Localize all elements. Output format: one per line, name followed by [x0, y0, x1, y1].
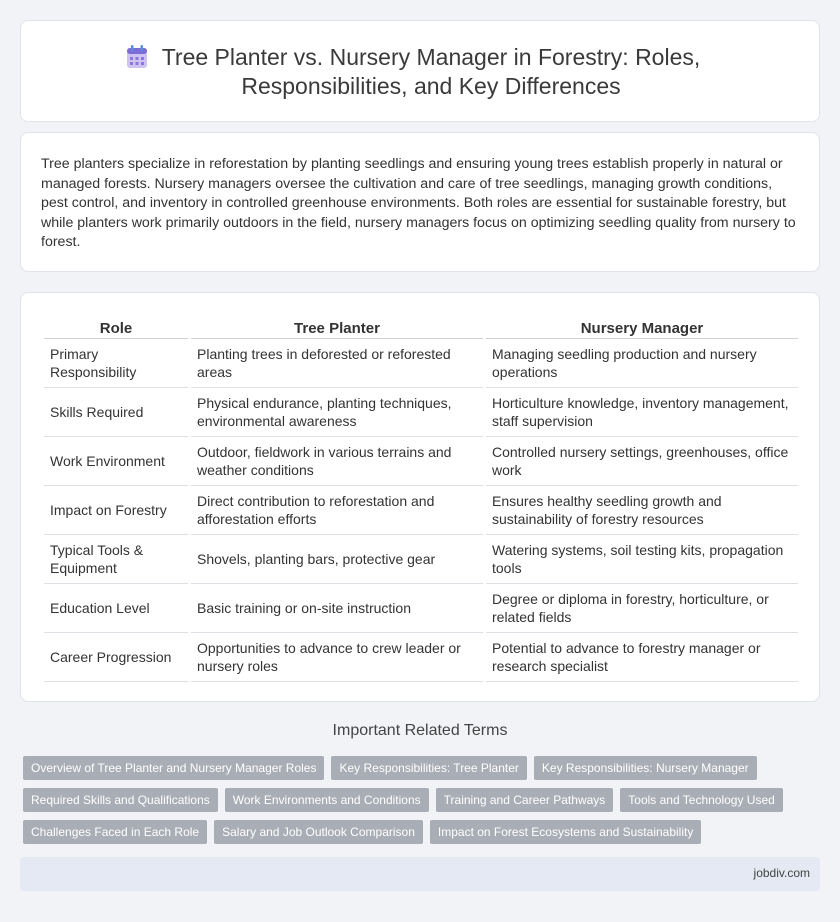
- row-label: Primary Responsibility: [44, 339, 188, 388]
- related-terms-heading: Important Related Terms: [332, 722, 508, 739]
- nursery-manager-cell: Potential to advance to forestry manager or research specialist: [486, 633, 798, 682]
- table-row: [44, 486, 798, 535]
- row-label: Education Level: [44, 584, 188, 633]
- related-term-tag[interactable]: Salary and Job Outlook Comparison: [214, 820, 423, 844]
- related-term-tag[interactable]: Overview of Tree Planter and Nursery Manager Roles: [23, 756, 324, 780]
- nursery-manager-cell: Managing seedling production and nursery operations: [486, 339, 798, 388]
- nursery-manager-cell: Watering systems, soil testing kits, propagation tools: [486, 535, 798, 584]
- table-row: [44, 535, 798, 584]
- related-term-tag[interactable]: Challenges Faced in Each Role: [23, 820, 207, 844]
- header-role: Role: [44, 315, 188, 339]
- nursery-manager-cell: Ensures healthy seedling growth and sustainability of forestry resources: [486, 486, 798, 535]
- tag-row: [23, 820, 813, 844]
- tree-planter-cell: Shovels, planting bars, protective gear: [191, 535, 483, 584]
- page-title-line-1: Tree Planter vs. Nursery Manager in Forestry: Roles,: [161, 44, 701, 70]
- tree-planter-cell: Planting trees in deforested or reforested areas: [191, 339, 483, 388]
- related-term-tag[interactable]: Key Responsibilities: Tree Planter: [331, 756, 526, 780]
- related-term-tag[interactable]: Impact on Forest Ecosystems and Sustainability: [430, 820, 701, 844]
- related-term-tag[interactable]: Key Responsibilities: Nursery Manager: [534, 756, 757, 780]
- related-term-tag[interactable]: Training and Career Pathways: [436, 788, 614, 812]
- intro-card: [20, 132, 820, 272]
- comparison-table: [41, 315, 801, 682]
- table-row: [44, 437, 798, 486]
- row-label: Typical Tools & Equipment: [44, 535, 188, 584]
- row-label: Impact on Forestry: [44, 486, 188, 535]
- table-row: [44, 584, 798, 633]
- nursery-manager-cell: Degree or diploma in forestry, horticulture, or related fields: [486, 584, 798, 633]
- title-card: [20, 20, 820, 122]
- tree-planter-cell: Basic training or on-site instruction: [191, 584, 483, 633]
- nursery-manager-cell: Horticulture knowledge, inventory management, staff supervision: [486, 388, 798, 437]
- nursery-manager-cell: Controlled nursery settings, greenhouses, office work: [486, 437, 798, 486]
- row-label: Work Environment: [44, 437, 188, 486]
- tree-planter-cell: Outdoor, fieldwork in various terrains and weather conditions: [191, 437, 483, 486]
- row-label: Career Progression: [44, 633, 188, 682]
- header-tree-planter: Tree Planter: [191, 315, 483, 339]
- tree-planter-cell: Physical endurance, planting techniques, environmental awareness: [191, 388, 483, 437]
- row-label: Skills Required: [44, 388, 188, 437]
- related-term-tag[interactable]: Work Environments and Conditions: [225, 788, 429, 812]
- tag-row: [23, 788, 813, 812]
- footer: [20, 857, 820, 891]
- page-title-line-2: Responsibilities, and Key Differences: [241, 73, 621, 99]
- tree-planter-cell: Opportunities to advance to crew leader or nursery roles: [191, 633, 483, 682]
- related-term-tag[interactable]: Required Skills and Qualifications: [23, 788, 218, 812]
- intro-paragraph: Tree planters specialize in reforestation by planting seedlings and ensuring young trees establish properly in natural or managed forests. Nursery managers oversee the cultivation and care of tree seedlings, managing growth conditions, pest control, and inventory in controlled greenhouse environments. Both roles are essential for sustainable forestry, but while planters work primarily outdoors in the field, nursery managers focus on optimizing seedling quality from nursery to forest.: [41, 156, 796, 250]
- tag-row: [23, 756, 813, 780]
- related-term-tag[interactable]: Tools and Technology Used: [620, 788, 783, 812]
- table-row: [44, 388, 798, 437]
- table-header-row: [44, 315, 798, 339]
- comparison-card: [20, 292, 820, 702]
- footer-site-link[interactable]: jobdiv.com: [753, 866, 810, 880]
- table-row: [44, 339, 798, 388]
- tree-planter-cell: Direct contribution to reforestation and afforestation efforts: [191, 486, 483, 535]
- related-terms-list: [23, 756, 813, 852]
- table-row: [44, 633, 798, 682]
- header-nursery-manager: Nursery Manager: [486, 315, 798, 339]
